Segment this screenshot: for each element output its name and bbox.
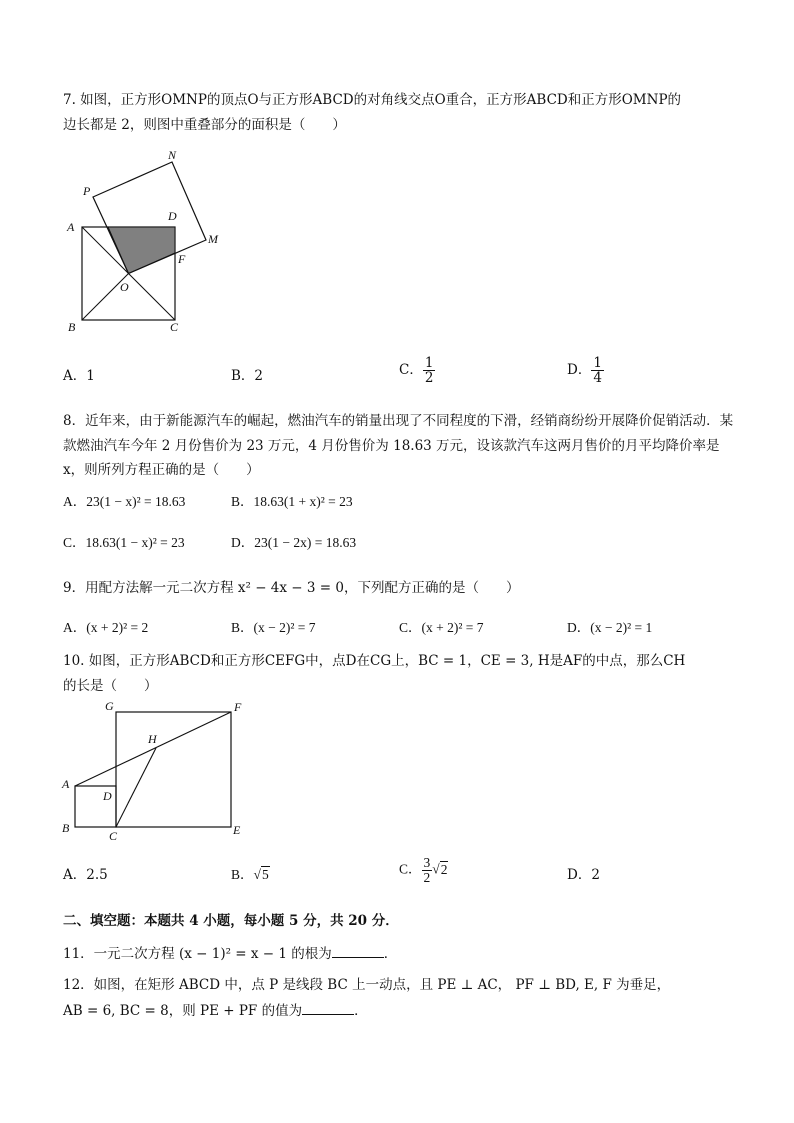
label-c: C <box>170 320 179 334</box>
q11-answer-blank[interactable] <box>332 943 384 958</box>
label-p: P <box>83 184 91 198</box>
q7-option-c[interactable] <box>399 356 435 385</box>
label-m: M <box>208 232 218 246</box>
q7-option-c-den: 2 <box>424 370 434 386</box>
label-f: F <box>234 700 242 714</box>
q8-line-3: x，则所列方程正确的是（ ） <box>63 462 260 478</box>
q12-end: ． <box>354 1003 368 1019</box>
q9-option-c[interactable]: C．(x + 2)² = 7 <box>399 620 484 635</box>
segment-af <box>75 712 231 786</box>
q12-text: AB = 6, BC = 8，则 PE + PF 的值为 <box>63 1003 303 1019</box>
label-e: E <box>233 823 241 837</box>
q7-figure <box>60 145 230 340</box>
label-a: A <box>67 220 75 234</box>
q7-option-c-label: C． <box>399 362 423 378</box>
q10-option-a[interactable]: A．2.5 <box>63 867 108 883</box>
segment-ch <box>116 748 156 827</box>
label-o: O <box>120 280 129 294</box>
q10-option-c-den: 2 <box>423 870 431 885</box>
q10-line-1: 10. 如图，正方形ABCD和正方形CEFG中，点D在CG上，BC = 1，CE = 3, H是AF的中点，那么CH <box>63 653 686 669</box>
q10-figure <box>58 697 258 845</box>
q12-answer-blank[interactable] <box>302 1000 354 1015</box>
q12-line-1: 12．如图，在矩形 ABCD 中，点 P 是线段 BC 上一动点，且 PE ⊥ AC， PF ⊥ BD, E, F 为垂足， <box>63 977 671 993</box>
q9-line-1: 9．用配方法解一元二次方程 x² − 4x − 3 = 0，下列配方正确的是（ ） <box>63 580 520 596</box>
q7-line-1: 7. 如图，正方形OMNP的顶点O与正方形ABCD的对角线交点O重合，正方形ABCD和正方形OMNP的 <box>63 92 682 108</box>
q10-option-b-radicand: 5 <box>261 867 269 882</box>
q12-line-2 <box>63 1000 368 1021</box>
q8-option-d[interactable]: D．23(1 − 2x) = 18.63 <box>231 535 357 550</box>
q8-line-2: 款燃油汽车今年 2 月份售价为 23 万元，4 月份售价为 18.63 万元，设该款汽车这两月售价的月平均降价率是 <box>63 438 720 454</box>
q7-line-2: 边长都是 2，则图中重叠部分的面积是（ ） <box>63 117 346 133</box>
q10-option-c-label: C． <box>399 861 422 877</box>
q10-option-c[interactable]: C． $\frac{3}{2}$ √2 <box>399 855 448 885</box>
label-d: D <box>103 789 112 803</box>
q8-option-b[interactable]: B．18.63(1 + x)² = 23 <box>231 494 353 509</box>
q11-line <box>63 943 397 964</box>
label-a: A <box>62 777 70 791</box>
q10-option-b[interactable]: B．√5 <box>231 867 269 882</box>
q7-option-d-label: D． <box>567 362 592 378</box>
square-cefg <box>116 712 231 827</box>
q8-line-1: 8．近年来，由于新能源汽车的崛起，燃油汽车的销量出现了不同程度的下滑，经销商纷纷开展降价促销活动．某 <box>63 413 734 429</box>
label-f: F <box>178 252 186 266</box>
label-d: D <box>168 209 177 223</box>
q9-option-a[interactable]: A．(x + 2)² = 2 <box>63 620 149 635</box>
section-2-title: 二、填空题：本题共 4 小题，每小题 5 分，共 20 分． <box>63 913 399 929</box>
label-g: G <box>105 699 114 713</box>
q7-option-d-num: 1 <box>593 355 602 371</box>
label-b: B <box>68 320 76 334</box>
label-h: H <box>148 732 157 746</box>
q7-option-a[interactable]: A．1 <box>63 368 95 384</box>
label-n: N <box>168 148 177 162</box>
q7-option-d-den: 4 <box>593 370 602 386</box>
q11-end: ． <box>383 946 398 962</box>
q8-option-a[interactable]: A．23(1 − x)² = 18.63 <box>63 494 186 509</box>
q7-option-d[interactable] <box>567 356 604 385</box>
label-b: B <box>62 821 70 835</box>
label-c: C <box>109 829 118 843</box>
q10-line-2: 的长是（ ） <box>63 678 158 694</box>
q9-option-b[interactable]: B．(x − 2)² = 7 <box>231 620 316 635</box>
q10-option-d[interactable]: D．2 <box>567 867 600 883</box>
q10-option-c-radicand: 2 <box>440 861 448 877</box>
q7-option-b[interactable]: B．2 <box>231 368 264 384</box>
q10-option-b-label: B． <box>231 867 254 882</box>
q11-text: 11．一元二次方程 (x − 1)² = x − 1 的根为 <box>63 946 332 962</box>
q8-option-c[interactable]: C．18.63(1 − x)² = 23 <box>63 535 185 550</box>
q9-option-d[interactable]: D．(x − 2)² = 1 <box>567 620 653 635</box>
q7-option-c-num: 1 <box>424 355 434 371</box>
q10-option-c-num: 3 <box>423 855 431 870</box>
